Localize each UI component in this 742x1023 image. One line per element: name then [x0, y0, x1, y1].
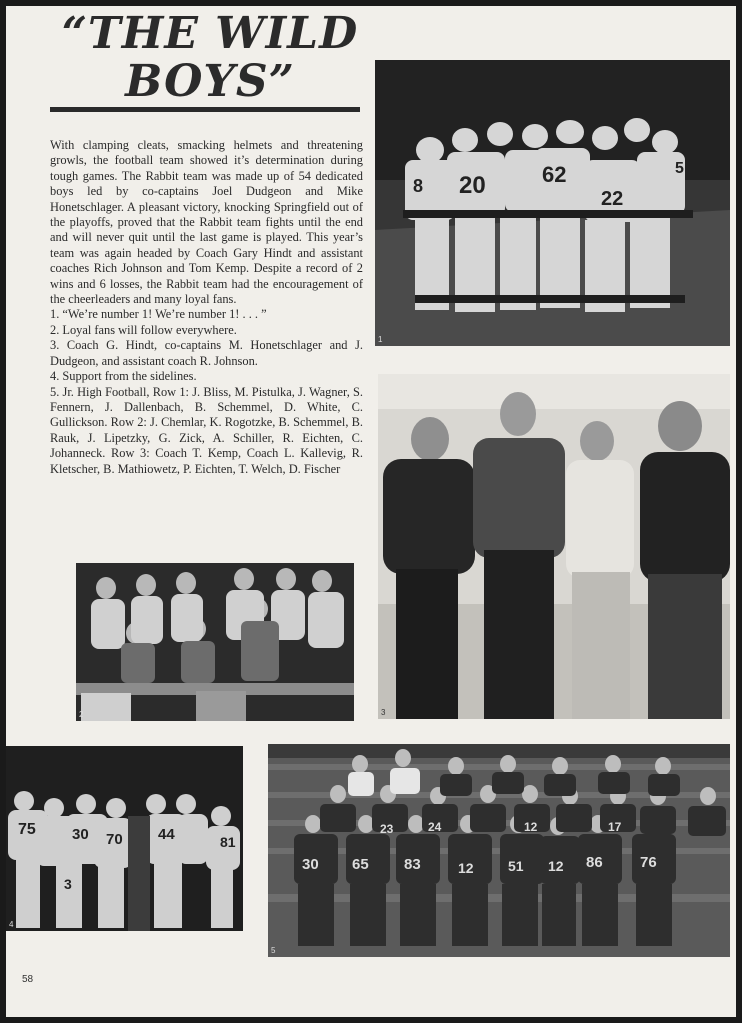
caption-5: 5. Jr. High Football, Row 1: J. Bliss, M. Pistulka, J. Wagner, S. Fennern, J. Dallenbach, B. Schemmel, D. White, C. Gullickson. Row 2: J. Chemlar, K. Rogotzke, B. Schemmel, B. Rauk, J. Lipetzky, G. Zick, A. Schiller, R. Eichten, C. Johanneck. Row 3: Coach T. Kemp, Coach L. Kallevig, R. Kletscher, B. Mathiowetz, P. Eichten, T. Welch, D. Fischer [50, 384, 363, 476]
jersey-number: 24 [428, 820, 442, 834]
jersey-number: 83 [404, 856, 421, 873]
jersey-number: 70 [106, 831, 123, 848]
jersey-number: 86 [586, 854, 603, 871]
photo-number: 1 [378, 335, 383, 344]
photo-coaches-captains [378, 374, 730, 719]
jersey-number: 51 [508, 858, 524, 874]
article-body [50, 138, 363, 477]
article-paragraph: With clamping cleats, smacking helmets and threatening growls, the football team showed it’s determination during tough games. The Rabbit team was made up of 54 dedicated boys led by co-captains Joel Dudgeon and Mike Honetschlager. A pleasant victory, knocking Springfield out of the playoffs, proved that the Rabbit team fights until the end and will never quit until the last game is played. This year’s team was again headed by Coach Gary Hindt and assistant coaches Rich Johnson and Tom Kemp. Despite a record of 2 wins and 6 losses, the Rabbit team had the encouragement of the cheerleaders and many loyal fans. [50, 138, 363, 307]
title-line-1: “THE WILD [61, 8, 359, 59]
title-rule [50, 107, 360, 112]
jersey-number: 76 [640, 854, 657, 871]
jersey-number: 75 [18, 821, 36, 838]
jersey-number: 5 [675, 160, 684, 177]
caption-3: 3. Coach G. Hindt, co-captains M. Honetschlager and J. Dudgeon, and assistant coach R. Johnson. [50, 338, 363, 368]
jersey-number: 62 [542, 162, 567, 187]
jersey-number: 12 [458, 860, 474, 876]
jersey-number: 8 [413, 176, 424, 196]
photo-number: 4 [9, 920, 14, 929]
caption-1: 1. “We’re number 1! We’re number 1! . . . ” [50, 307, 267, 322]
jersey-number: 30 [302, 856, 319, 873]
yearbook-page [6, 6, 736, 1017]
jersey-number: 81 [220, 834, 236, 850]
photo-jr-high-team [268, 744, 730, 957]
jersey-number: 23 [380, 822, 394, 836]
jersey-number: 65 [352, 856, 369, 873]
photo-number: 2 [79, 710, 84, 719]
jersey-number: 20 [459, 172, 486, 199]
caption-4: 4. Support from the sidelines. [50, 369, 197, 384]
jersey-number: 17 [608, 820, 622, 834]
photo-team-huddle [375, 60, 730, 346]
jersey-number: 12 [524, 820, 538, 834]
jersey-number: 30 [72, 826, 89, 843]
photo-number: 5 [271, 946, 276, 955]
jersey-number: 3 [64, 876, 72, 892]
photo-loyal-fans [76, 563, 354, 721]
jersey-number: 12 [548, 858, 564, 874]
page-number: 58 [22, 974, 34, 985]
page-title [50, 10, 370, 106]
photo-number: 3 [381, 708, 386, 717]
title-line-2: BOYS” [125, 56, 295, 107]
photo-sidelines [6, 746, 243, 931]
jersey-number: 44 [158, 826, 175, 843]
caption-2: 2. Loyal fans will follow everywhere. [50, 322, 237, 337]
jersey-number: 22 [601, 188, 624, 210]
